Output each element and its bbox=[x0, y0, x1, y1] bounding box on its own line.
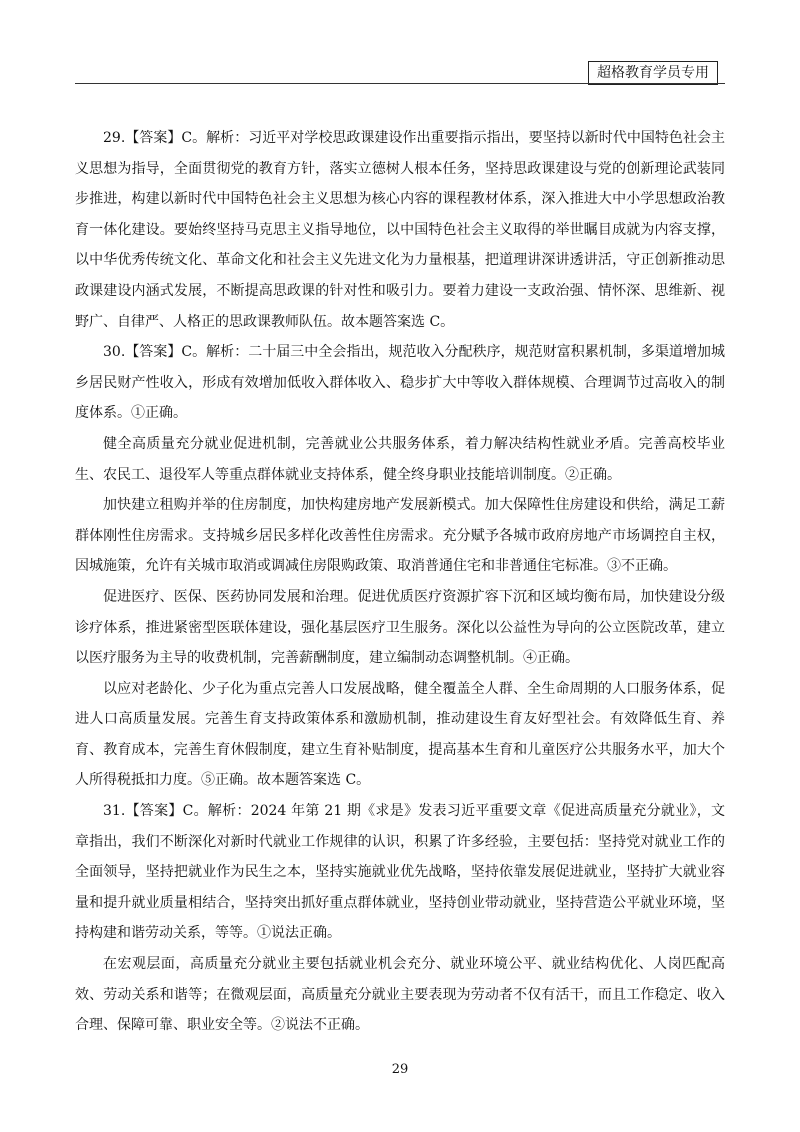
paragraph: 促进医疗、医保、医药协同发展和治理。促进优质医疗资源扩容下沉和区域均衡布局，加快建设分级诊疗体系，推进紧密型医联体建设，强化基层医疗卫生服务。深化以公益性为导向的公立医院改革，建立以医疗服务为主导的收费机制，完善薪酬制度，建立编制动态调整机制。④正确。 bbox=[75, 588, 725, 667]
paragraph: 加快建立租购并举的住房制度，加快构建房地产发展新模式。加大保障性住房建设和供给，满足工薪群体刚性住房需求。支持城乡居民多样化改善性住房需求。充分赋予各城市政府房地产市场调控自主权，因城施策，允许有关城市取消或调减住房限购政策、取消普通住宅和非普通住宅标准。③不正确。 bbox=[75, 497, 725, 575]
page-number: 29 bbox=[391, 1062, 409, 1077]
paragraph: 健全高质量充分就业促进机制，完善就业公共服务体系，着力解决结构性就业矛盾。完善高校毕业生、农民工、退役军人等重点群体就业支持体系，健全终身职业技能培训制度。②正确。 bbox=[75, 435, 725, 483]
header-divider bbox=[75, 83, 725, 84]
paragraph: 在宏观层面，高质量充分就业主要包括就业机会充分、就业环境公平、就业结构优化、人岗匹配高效、劳动关系和谐等；在微观层面，高质量充分就业主要表现为劳动者不仅有活干，而且工作稳定、收入合理、保障可靠、职业安全等。②说法不正确。 bbox=[75, 956, 725, 1034]
paragraph: 以应对老龄化、少子化为重点完善人口发展战略，健全覆盖全人群、全生命周期的人口服务体系，促进人口高质量发展。完善生育支持政策体系和激励机制，推动建设生育友好型社会。有效降低生育、养育、教育成本，完善生育休假制度，建立生育补贴制度，提高基本生育和儿童医疗公共服务水平，加大个人所得税抵扣力度。⑤正确。故本题答案选 C。 bbox=[75, 680, 725, 789]
paragraph-q29: 29.【答案】C。解析：习近平对学校思政课建设作出重要指示指出，要坚持以新时代中国特色社会主义思想为指导，全面贯彻党的教育方针，落实立德树人根本任务，坚持思政课建设与党的创新理论武装同步推进，构建以新时代中国特色社会主义思想为核心内容的课程教材体系，深入推进大中小学思想政治教育一体化建设。要始终坚持马克思主义指导地位，以中国特色社会主义取得的举世瞩目成就为内容支撑，以中华优秀传统文化、革命文化和社会主义先进文化为力量根基，把道理讲深讲透讲活，守正创新推动思政课建设内涵式发展，不断提高思政课的针对性和吸引力。要着力建设一支政治强、情怀深、思维新、视野广、自律严、人格正的思政课教师队伍。故本题答案选 C。 bbox=[75, 130, 725, 330]
body-text bbox=[75, 123, 725, 1041]
paragraph-q31: 31.【答案】C。解析：2024 年第 21 期《求是》发表习近平重要文章《促进高质量充分就业》，文章指出，我们不断深化对新时代就业工作规律的认识，积累了许多经验，主要包括：坚持党对就业工作的全面领导，坚持把就业作为民生之本，坚持实施就业优先战略，坚持依靠发展促进就业，坚持扩大就业容量和提升就业质量相结合，坚持突出抓好重点群体就业，坚持创业带动就业，坚持营造公平就业环境，坚持构建和谐劳动关系，等等。①说法正确。 bbox=[75, 803, 725, 942]
paragraph-q30: 30.【答案】C。解析：二十届三中全会指出，规范收入分配秩序，规范财富积累机制，多渠道增加城乡居民财产性收入，形成有效增加低收入群体收入、稳步扩大中等收入群体规模、合理调节过高收入的制度体系。①正确。 bbox=[75, 344, 725, 422]
header-label: 超格教育学员专用 bbox=[588, 61, 718, 85]
